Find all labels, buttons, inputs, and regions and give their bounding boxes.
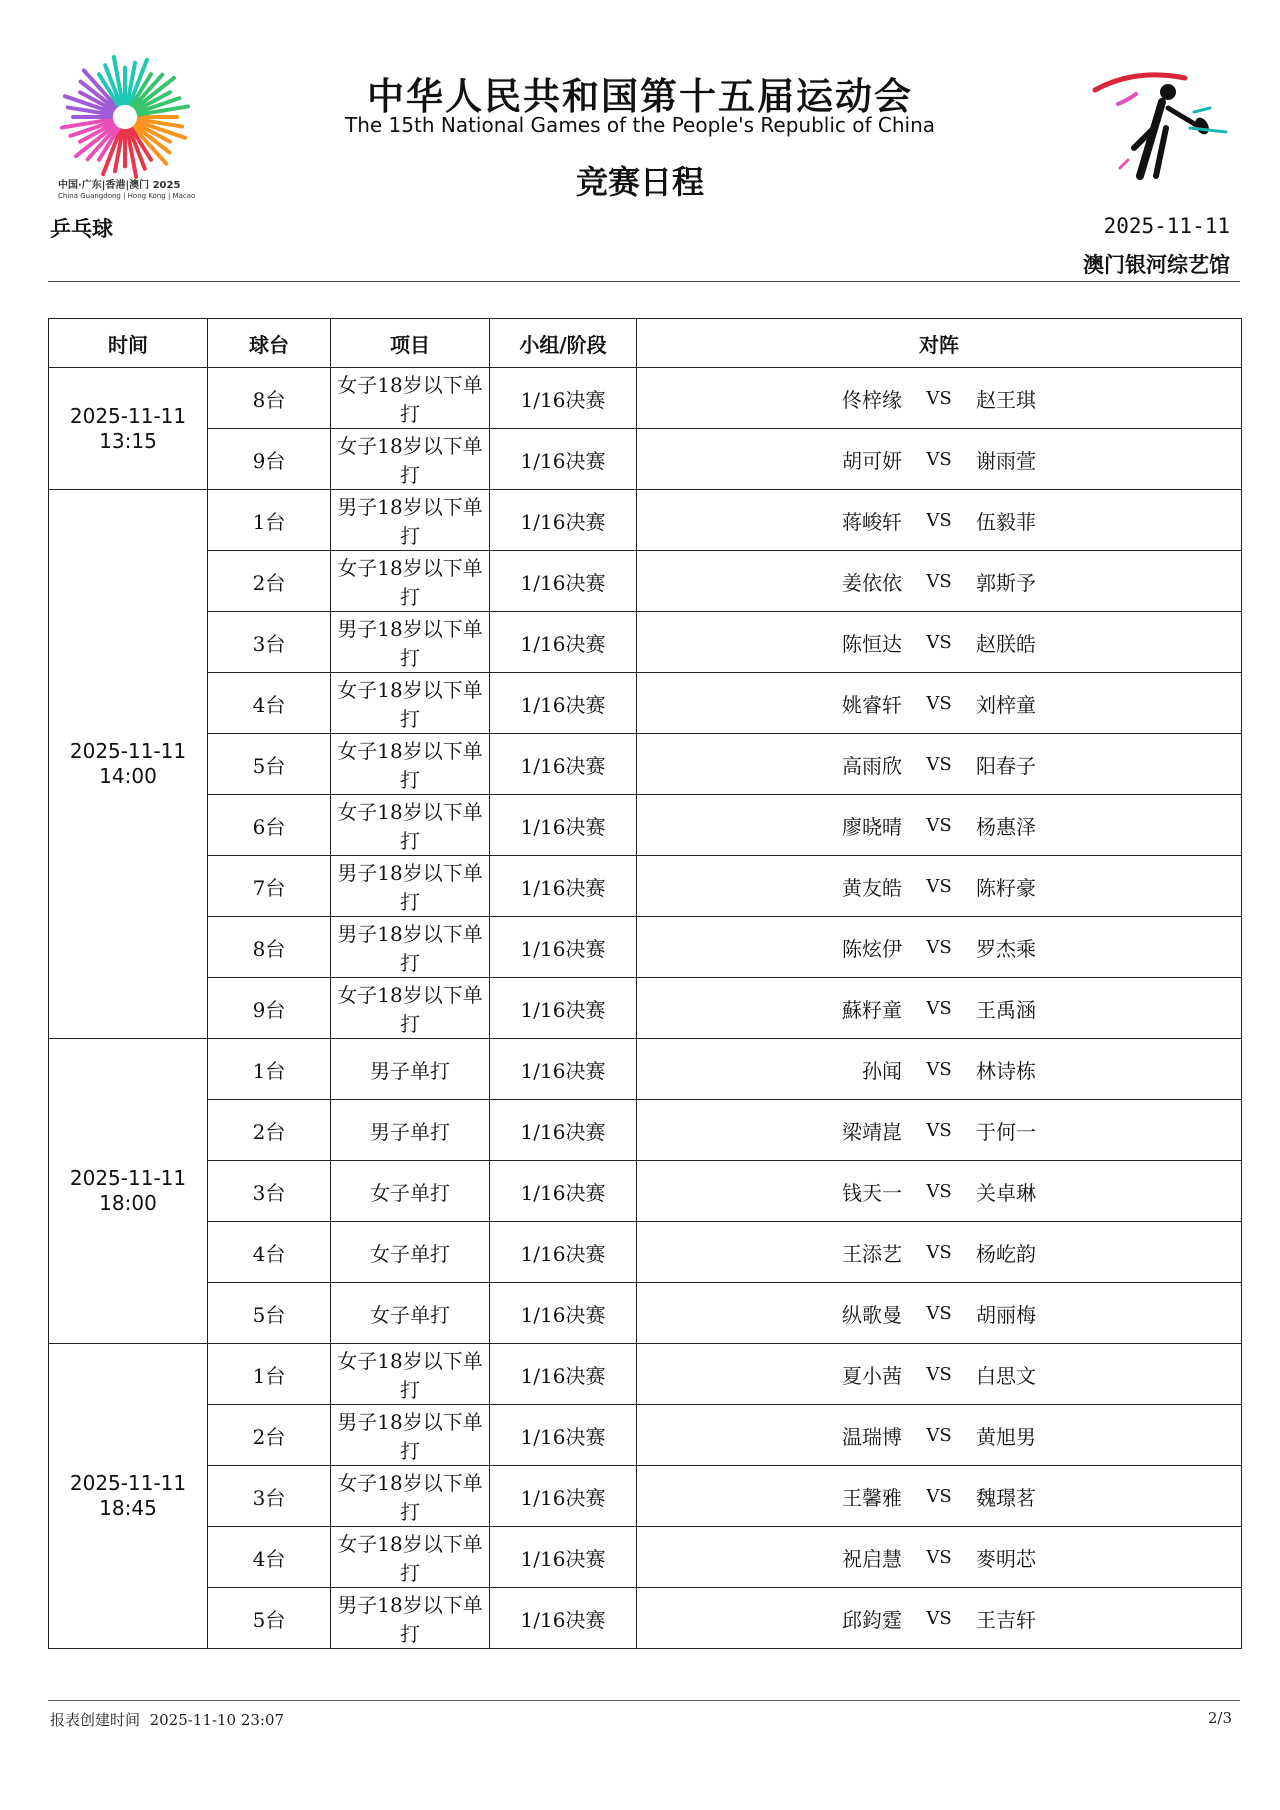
stage-cell: 1/16决赛 [490,551,637,612]
stage-cell: 1/16决赛 [490,1588,637,1649]
event-cell: 男子18岁以下单打 [331,917,490,978]
vs-label: VS [926,631,952,653]
venue-name: 澳门银河综艺馆 [1083,253,1230,277]
table-row [49,978,1242,1039]
vs-label: VS [926,997,952,1019]
table-row [49,1405,1242,1466]
table-number-cell: 9台 [208,978,331,1039]
report-created-label: 报表创建时间 [50,1711,141,1729]
player-one: 廖晓晴 [842,814,902,839]
stage-cell: 1/16决赛 [490,978,637,1039]
time-hour: 14:00 [99,764,157,788]
report-created-value: 2025-11-10 23:07 [149,1711,285,1729]
table-row [49,612,1242,673]
player-two: 杨屹韵 [976,1241,1036,1266]
page-number: 2/3 [1207,1709,1232,1727]
event-cell: 女子18岁以下单打 [331,1527,490,1588]
table-number-cell: 2台 [208,551,331,612]
table-number-cell: 9台 [208,429,331,490]
table-number-cell: 4台 [208,673,331,734]
time-date: 2025-11-11 [69,403,187,428]
event-cell: 男子18岁以下单打 [331,490,490,551]
player-two: 胡丽梅 [976,1302,1036,1327]
player-two: 阳春子 [976,753,1036,778]
match-pair [637,872,1241,901]
vs-label: VS [926,1607,952,1629]
event-cell: 女子18岁以下单打 [331,368,490,429]
event-cell: 女子18岁以下单打 [331,795,490,856]
table-row [49,368,1242,429]
match-pair [637,1482,1241,1511]
page-title: 中华人民共和国第十五届运动会 [367,75,913,118]
match-pair [637,1421,1241,1450]
event-cell: 女子18岁以下单打 [331,429,490,490]
table-number-cell: 3台 [208,1161,331,1222]
stage-cell: 1/16决赛 [490,1222,637,1283]
match-pair [637,689,1241,718]
match-cell [637,795,1242,856]
stage-cell: 1/16决赛 [490,1527,637,1588]
event-cell: 男子单打 [331,1039,490,1100]
match-pair [637,1360,1241,1389]
vs-label: VS [926,814,952,836]
match-pair [637,1055,1241,1084]
match-cell [637,490,1242,551]
report-created [50,1709,284,1730]
stage-cell: 1/16决赛 [490,1283,637,1344]
vs-label: VS [926,1241,952,1263]
header-time: 时间 [49,319,208,368]
match-pair [637,567,1241,596]
player-one: 胡可妍 [842,448,902,473]
vs-label: VS [926,1119,952,1141]
table-number-cell: 5台 [208,734,331,795]
vs-label: VS [926,448,952,470]
player-one: 蘇籽童 [842,997,902,1022]
logo-caption-en: China Guangdong | Hong Kong | Macao [58,192,196,200]
vs-label: VS [926,570,952,592]
match-pair [637,1177,1241,1206]
event-cell: 男子单打 [331,1100,490,1161]
time-hour: 18:45 [99,1496,157,1520]
match-cell [637,1222,1242,1283]
player-one: 佟梓缘 [842,387,902,412]
player-two: 魏璟茗 [976,1485,1036,1510]
event-cell: 女子18岁以下单打 [331,734,490,795]
player-two: 白思文 [976,1363,1036,1388]
stage-cell: 1/16决赛 [490,1405,637,1466]
vs-label: VS [926,1546,952,1568]
table-number-cell: 3台 [208,1466,331,1527]
time-hour: 13:15 [99,428,157,453]
table-row [49,1039,1242,1100]
stage-cell: 1/16决赛 [490,612,637,673]
header-event: 项目 [331,319,490,368]
player-one: 王添艺 [842,1241,902,1266]
player-two: 麥明芯 [976,1546,1036,1571]
table-number-cell: 1台 [208,490,331,551]
vs-label: VS [926,1058,952,1080]
stage-cell: 1/16决赛 [490,1466,637,1527]
vs-label: VS [926,936,952,958]
table-number-cell: 4台 [208,1527,331,1588]
footer-divider [48,1700,1240,1701]
stage-cell: 1/16决赛 [490,1039,637,1100]
header-table: 球台 [208,319,331,368]
header-match: 对阵 [637,319,1242,368]
time-cell [49,1344,208,1649]
stage-cell: 1/16决赛 [490,429,637,490]
player-one: 陈炫伊 [842,936,902,961]
player-two: 王吉轩 [976,1607,1036,1632]
match-pair [637,628,1241,657]
match-cell [637,1100,1242,1161]
match-pair [637,750,1241,779]
time-hour: 18:00 [99,1191,157,1215]
table-header-row [49,319,1242,368]
match-cell [637,1527,1242,1588]
player-one: 蒋峻轩 [842,509,902,534]
player-two: 谢雨萱 [976,448,1036,473]
match-cell [637,1588,1242,1649]
match-pair [637,1116,1241,1145]
table-number-cell: 1台 [208,1344,331,1405]
event-cell: 女子18岁以下单打 [331,551,490,612]
player-two: 郭斯予 [976,570,1036,595]
player-one: 纵歌曼 [842,1302,902,1327]
player-one: 姜依依 [842,570,902,595]
table-number-cell: 7台 [208,856,331,917]
match-pair [637,384,1241,413]
match-pair [637,1299,1241,1328]
player-one: 黄友皓 [842,875,902,900]
player-two: 赵朕皓 [976,631,1036,656]
vs-label: VS [926,1180,952,1202]
stage-cell: 1/16决赛 [490,673,637,734]
table-row [49,1100,1242,1161]
table-row [49,490,1242,551]
time-cell [49,368,208,490]
match-cell [637,1039,1242,1100]
event-cell: 女子18岁以下单打 [331,673,490,734]
sport-name: 乒乓球 [50,217,113,241]
vs-label: VS [926,875,952,897]
player-one: 钱天一 [842,1180,902,1205]
table-row [49,917,1242,978]
player-one: 高雨欣 [842,753,902,778]
header-divider [48,281,1240,282]
player-one: 梁靖崑 [842,1119,902,1144]
match-cell [637,856,1242,917]
match-cell [637,1466,1242,1527]
match-cell [637,368,1242,429]
stage-cell: 1/16决赛 [490,1161,637,1222]
player-one: 温瑞博 [842,1424,902,1449]
table-row [49,856,1242,917]
event-cell: 男子18岁以下单打 [331,612,490,673]
vs-label: VS [926,509,952,531]
player-one: 王馨雅 [842,1485,902,1510]
stage-cell: 1/16决赛 [490,795,637,856]
player-two: 黄旭男 [976,1424,1036,1449]
table-row [49,429,1242,490]
vs-label: VS [926,1363,952,1385]
table-row [49,1344,1242,1405]
match-pair [637,1604,1241,1633]
table-row [49,551,1242,612]
player-one: 夏小茜 [842,1363,902,1388]
vs-label: VS [926,1424,952,1446]
stage-cell: 1/16决赛 [490,917,637,978]
player-two: 关卓琳 [976,1180,1036,1205]
table-row [49,734,1242,795]
stage-cell: 1/16决赛 [490,734,637,795]
match-cell [637,1344,1242,1405]
player-two: 陈籽豪 [976,875,1036,900]
player-one: 邱鈞霆 [842,1607,902,1632]
match-cell [637,673,1242,734]
time-date: 2025-11-11 [69,1471,187,1495]
schedule-table [48,318,1242,1649]
stage-cell: 1/16决赛 [490,856,637,917]
time-date: 2025-11-11 [69,1166,187,1190]
page-title-english: The 15th National Games of the People's Republic of China [344,113,936,137]
player-two: 林诗栋 [976,1058,1036,1083]
event-cell: 女子单打 [331,1222,490,1283]
player-one: 陈恒达 [842,631,902,656]
table-number-cell: 4台 [208,1222,331,1283]
table-number-cell: 5台 [208,1588,331,1649]
player-two: 罗杰乘 [976,936,1036,961]
player-two: 刘梓童 [976,692,1036,717]
time-cell [49,1039,208,1344]
table-number-cell: 8台 [208,917,331,978]
table-row [49,1283,1242,1344]
time-cell [49,490,208,1039]
schedule-date: 2025-11-11 [1103,214,1230,238]
player-two: 王禹涵 [976,997,1036,1022]
table-number-cell: 5台 [208,1283,331,1344]
event-cell: 男子18岁以下单打 [331,1405,490,1466]
match-cell [637,978,1242,1039]
table-number-cell: 3台 [208,612,331,673]
time-date: 2025-11-11 [69,739,187,763]
player-two: 伍毅菲 [976,509,1036,534]
match-pair [637,811,1241,840]
table-row [49,673,1242,734]
player-two: 杨惠泽 [976,814,1036,839]
match-cell [637,917,1242,978]
match-cell [637,1161,1242,1222]
event-cell: 女子单打 [331,1161,490,1222]
stage-cell: 1/16决赛 [490,1100,637,1161]
table-number-cell: 2台 [208,1405,331,1466]
event-cell: 女子18岁以下单打 [331,1344,490,1405]
match-cell [637,551,1242,612]
match-pair [637,1238,1241,1267]
event-cell: 男子18岁以下单打 [331,1588,490,1649]
vs-label: VS [926,387,952,409]
event-cell: 女子18岁以下单打 [331,1466,490,1527]
event-cell: 女子单打 [331,1283,490,1344]
match-pair [637,506,1241,535]
player-one: 祝启慧 [842,1546,902,1571]
page-subtitle: 竞赛日程 [575,163,704,201]
table-number-cell: 8台 [208,368,331,429]
stage-cell: 1/16决赛 [490,490,637,551]
match-cell [637,1405,1242,1466]
match-cell [637,734,1242,795]
table-row [49,795,1242,856]
match-pair [637,445,1241,474]
player-two: 赵王琪 [976,387,1036,412]
match-pair [637,994,1241,1023]
vs-label: VS [926,1485,952,1507]
match-cell [637,429,1242,490]
table-row [49,1161,1242,1222]
event-cell: 女子18岁以下单打 [331,978,490,1039]
match-cell [637,612,1242,673]
match-cell [637,1283,1242,1344]
player-two: 于何一 [976,1119,1036,1144]
player-one: 孙闻 [862,1058,902,1083]
header-stage: 小组/阶段 [490,319,637,368]
vs-label: VS [926,692,952,714]
table-row [49,1527,1242,1588]
vs-label: VS [926,1302,952,1324]
table-row [49,1588,1242,1649]
logo-caption-cn: 中国·广东|香港|澳门 2025 [58,180,181,191]
event-cell: 男子18岁以下单打 [331,856,490,917]
match-pair [637,1543,1241,1572]
vs-label: VS [926,753,952,775]
stage-cell: 1/16决赛 [490,1344,637,1405]
stage-cell: 1/16决赛 [490,368,637,429]
player-one: 姚睿轩 [842,692,902,717]
table-number-cell: 6台 [208,795,331,856]
table-row [49,1466,1242,1527]
table-number-cell: 1台 [208,1039,331,1100]
table-number-cell: 2台 [208,1100,331,1161]
table-row [49,1222,1242,1283]
match-pair [637,933,1241,962]
